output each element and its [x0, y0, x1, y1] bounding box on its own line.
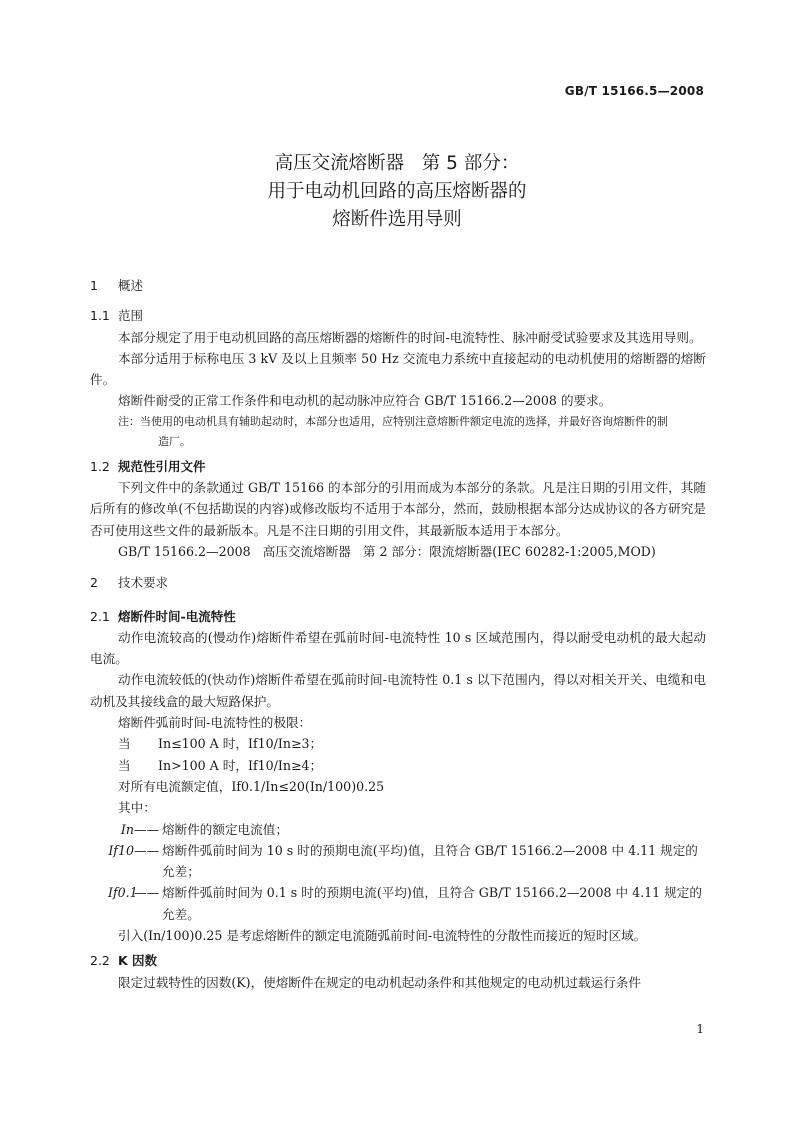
- definition-row: [90, 882, 706, 925]
- section-number: 2.1: [90, 608, 110, 624]
- limit-row: [90, 733, 706, 754]
- limit-row: [90, 755, 706, 776]
- where-label: 其中：: [118, 800, 156, 816]
- title-line-2: 用于电动机回路的高压熔断器的: [267, 181, 527, 202]
- section-number: 2: [90, 575, 98, 591]
- document-body: [90, 272, 706, 993]
- paragraph: 熔断件耐受的正常工作条件和电动机的起动脉冲应符合 GB/T 15166.2—2008 的要求。: [118, 393, 612, 409]
- definition-row: [90, 840, 706, 883]
- paragraph: 下列文件中的条款通过 GB/T 15166 的本部分的引用而成为本部分的条款。凡是注日期的引用文件，其随后所有的修改单(不包括勘误的内容)或修改版均不适用于本部分，然而，鼓励根据本部分达成协议的各方研究是否可使用这些文件的最新版本。凡是不注日期的引用文件，其最新版本适用于本部分。: [90, 480, 706, 538]
- paragraph: 动作电流较高的(慢动作)熔断件希望在弧前时间-电流特性 10 s 区域范围内，得以耐受电动机的最大起动电流。: [90, 629, 706, 667]
- paragraph: 熔断件弧前时间-电流特性的极限：: [118, 715, 312, 731]
- paragraph: 限定过载特性的因数(K)，使熔断件在规定的电动机起动条件和其他规定的电动机过载运行条件: [118, 974, 641, 990]
- section-title: 概述: [118, 278, 144, 293]
- limit-condition: 当: [118, 736, 131, 752]
- section-number: 1: [90, 278, 98, 293]
- limit-formula: In≤100 A 时，If10/In≥3；: [158, 736, 323, 752]
- limit-formula-all: 对所有电流额定值，If0.1/In≤20(In/100)0.25: [118, 778, 385, 794]
- section-number: 1.1: [90, 308, 110, 324]
- title-line-3: 熔断件选用导则: [332, 209, 462, 230]
- symbol: In: [120, 821, 134, 837]
- section-title: K 因数: [118, 953, 158, 969]
- dash: ——: [134, 885, 160, 901]
- symbol: If10: [108, 842, 134, 858]
- definition-text: 熔断件弧前时间为 10 s 时的预期电流(平均)值，且符合 GB/T 15166.2—2008 中 4.11 规定的允差；: [162, 842, 698, 880]
- section-number: 2.2: [90, 953, 110, 969]
- dash: ——: [134, 842, 160, 858]
- note: [90, 412, 706, 452]
- definition-text: 熔断件的额定电流值；: [162, 821, 288, 837]
- dash: ——: [134, 821, 160, 837]
- section-1-1-heading: [90, 305, 706, 326]
- paragraph: 动作电流较低的(快动作)熔断件希望在弧前时间-电流特性 0.1 s 以下范围内，得以对相关开关、电缆和电动机及其接线盒的最大短路保护。: [90, 672, 706, 709]
- normative-reference: GB/T 15166.2—2008 高压交流熔断器 第 2 部分：限流熔断器(IEC 60282-1:2005,MOD): [118, 543, 656, 559]
- symbol: If0.1: [108, 885, 138, 901]
- section-title: 范围: [118, 308, 144, 324]
- definition-row: [90, 819, 706, 840]
- document-title: [0, 150, 794, 234]
- note-line: 造厂。: [158, 434, 191, 448]
- limit-formula: In>100 A 时，If10/In≥4；: [158, 757, 323, 773]
- note-line: 注：当使用的电动机具有辅助起动时，本部分也适用，应特别注意熔断件额定电流的选择，并最好咨询熔断件的制: [118, 414, 668, 428]
- section-2-2-heading: [90, 950, 706, 971]
- section-2-1-heading: [90, 606, 706, 627]
- section-1-heading: [90, 275, 706, 296]
- section-title: 技术要求: [118, 575, 169, 591]
- paragraph: 本部分规定了用于电动机回路的高压熔断器的熔断件的时间-电流特性、脉冲耐受试验要求及其选用导则。: [118, 329, 702, 345]
- paragraph: 本部分适用于标称电压 3 kV 及以上且频率 50 Hz 交流电力系统中直接起动的电动机使用的熔断器的熔断件。: [90, 350, 706, 388]
- standard-code: GB/T 15166.5—2008: [564, 84, 704, 98]
- definition-text: 熔断件弧前时间为 0.1 s 时的预期电流(平均)值，且符合 GB/T 15166.2—2008 中 4.11 规定的允差。: [162, 885, 702, 922]
- paragraph: 引入(In/100)0.25 是考虑熔断件的额定电流随弧前时间-电流特性的分散性而接近的短时区域。: [118, 928, 647, 944]
- title-line-1: 高压交流熔断器 第 5 部分：: [274, 153, 520, 174]
- page-number: 1: [696, 1022, 704, 1036]
- section-2-heading: [90, 572, 706, 593]
- section-number: 1.2: [90, 458, 110, 474]
- section-title: 规范性引用文件: [118, 458, 206, 474]
- section-title: 熔断件时间-电流特性: [118, 608, 236, 624]
- limit-condition: 当: [118, 757, 131, 773]
- section-1-2-heading: [90, 456, 706, 477]
